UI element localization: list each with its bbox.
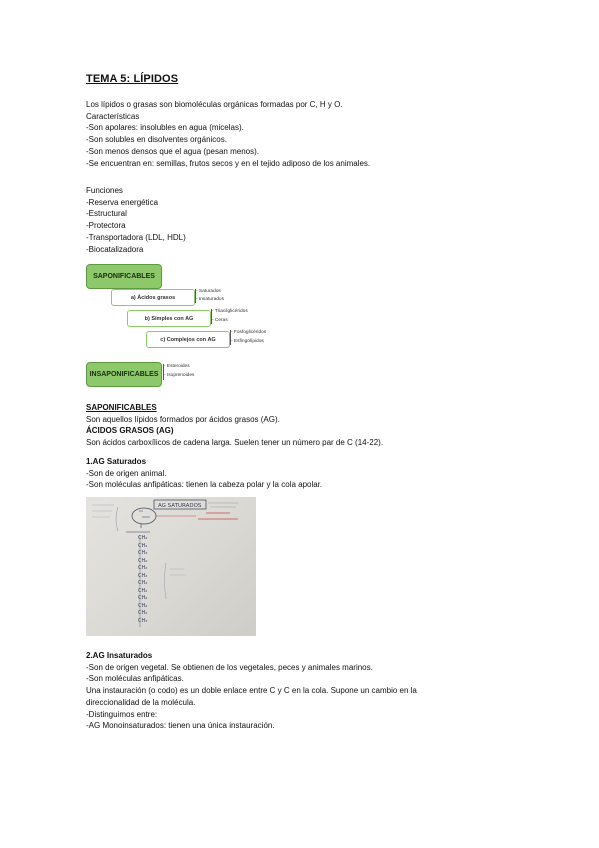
ag-insaturados-item: direccionalidad de la molécula. [86,697,196,707]
chain-group: CH₂ [138,595,148,601]
caracteristica-item: -Son apolares: insolubles en agua (micelas). [86,123,244,133]
intro-text: Los lípidos o grasas son biomoléculas orgánicas formadas por C, H y O. [86,100,343,109]
saponificables-section [86,402,383,449]
ag-insaturados-item: -Distinguimos entre: [86,709,158,719]
page-title: TEMA 5: LÍPIDOS [86,73,179,85]
insap-type: - Isoprenoides [164,373,195,378]
insaponificables-box: INSAPONIFICABLES [86,362,162,387]
saponificables-box: SAPONIFICABLES [86,264,162,289]
section-heading: SAPONIFICABLES [86,403,157,412]
funcion-item: -Protectora [86,221,126,231]
chain-group: CH₂ [138,572,148,579]
ag-saturados-block [86,456,322,491]
chain-group: CH₂ [138,587,148,594]
section-text: Son aquellos lípidos formados por ácidos grasos (AG). [86,414,280,424]
insap-type: - Esteroides [164,364,190,369]
chain-group: CH₂ [138,535,148,541]
simples-type: - Ceras [212,318,228,323]
ag-insaturados-item: Una instauración (o codo) es un doble enlace entre C y C en la cola. Supone un cambio en la [86,686,417,696]
chain-group: CH₃ [138,617,148,624]
ag-type: - Insaturados [196,297,224,302]
acidos-grasos-box: a) Ácidos grasos [111,289,195,306]
section-text: Son ácidos carboxílicos de cadena larga. Suelen tener un número par de C (14-22). [86,438,384,448]
chain-group: CH₂ [138,580,148,586]
handwritten-notes-photo [86,497,256,636]
funciones-heading: Funciones [86,186,123,195]
ag-saturados-heading: 1.AG Saturados [86,457,147,466]
funcion-item: -Estructural [86,209,127,219]
chain-group: CH₂ [138,550,148,556]
chain-labels [138,535,147,625]
ag-type: - Saturados [196,289,221,294]
complejos-type: - Fosfoglicéridos [231,330,267,335]
simples-type: - Triacilglicéridos [212,309,248,314]
funcion-item: -Biocatalizadora [86,244,144,254]
caracteristica-item: -Son solubles en disolventes orgánicos. [86,135,227,145]
funcion-item: -Transportadora (LDL, HDL) [86,232,186,242]
ag-insaturados-item: -Son moléculas anfipáticas. [86,674,184,684]
chain-group: CH₂ [138,542,148,549]
chain-group: CH₂ [138,610,148,616]
ag-insaturados-block [86,650,417,732]
ag-insaturados-item: -AG Monoinsaturados: tienen una única instauración. [86,721,275,731]
notes-title: AG SATURADOS [158,503,202,509]
funcion-item: -Reserva energética [86,197,159,207]
chain-group: CH₂ [138,565,148,571]
ag-insaturados-heading: 2.AG Insaturados [86,651,153,660]
complejos-type: - Esfingolípidos [231,339,264,344]
chain-group: CH₂ [138,557,148,564]
caracteristicas-heading: Características [86,111,140,121]
caracteristica-item: -Son menos densos que el agua (pesan menos). [86,146,259,156]
complejos-box: c) Complejos con AG [146,331,230,348]
simples-box: b) Simples con AG [127,310,211,327]
chain-group: CH₂ [138,602,148,609]
notes-drawing [86,497,256,636]
ag-saturados-item: -Son moléculas anfipáticas: tienen la cabeza polar y la cola apolar. [86,480,323,490]
ag-insaturados-item: -Son de origen vegetal. Se obtienen de los vegetales, peces y animales marinos. [86,662,373,672]
ag-saturados-item: -Son de origen animal. [86,468,167,478]
caracteristica-item: -Se encuentran en: semillas, frutos secos y en el tejido adiposo de los animales. [86,158,371,168]
subsection-heading: ÁCIDOS GRASOS (AG) [86,426,174,436]
